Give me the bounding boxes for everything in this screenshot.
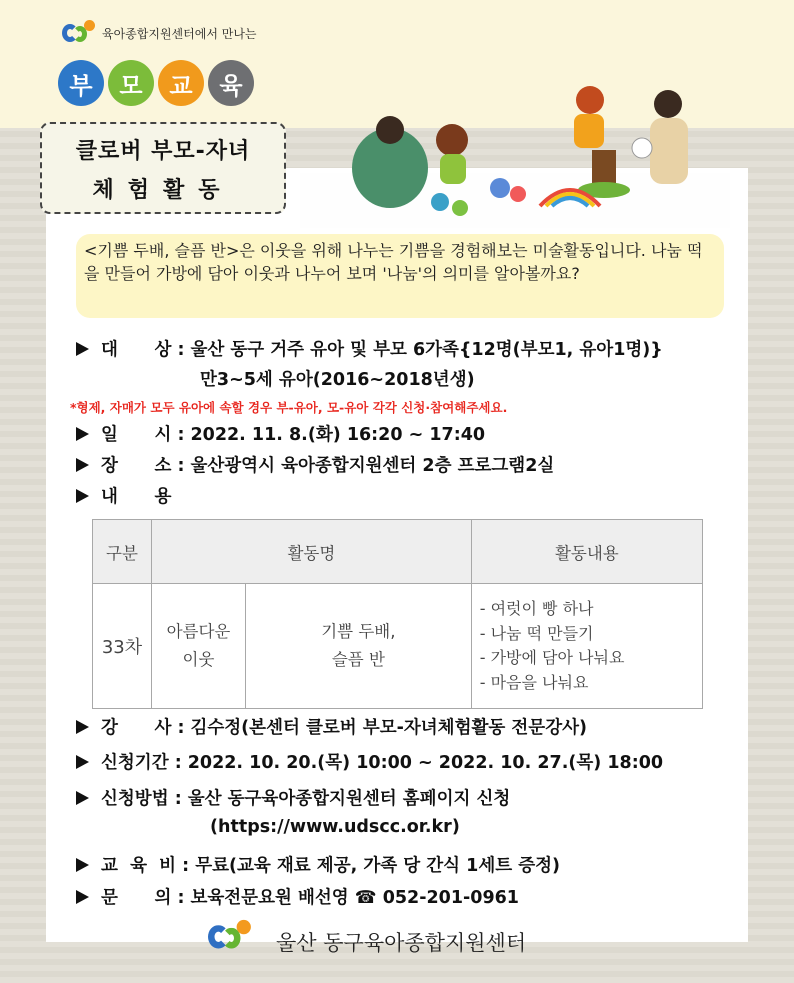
bullet-triangle-icon — [76, 342, 89, 356]
center-logo-icon — [62, 20, 98, 46]
content-list-cell — [471, 584, 702, 709]
badge-bu: 부 — [58, 60, 104, 106]
contact-label: 문 의 : — [101, 888, 185, 908]
intro-text: <기쁨 두배, 슬픔 반>은 이웃을 위해 나누는 기쁨을 경험해보는 미술활동입니다. 나눔 떡을 만들어 가방에 담아 이웃과 나누어 보며 '나눔'의 의미를 알아볼까요? — [76, 234, 724, 318]
header-category: 구분 — [93, 520, 152, 584]
instructor-value: 김수정(본센터 클로버 부모-자녀체험활동 전문강사) — [190, 718, 588, 738]
list-item: - 나눔 떡 만들기 — [479, 623, 594, 643]
title-box — [40, 122, 286, 214]
period-value: 2022. 10. 20.(목) 10:00 ~ 2022. 10. 27.(목) 18:00 — [187, 753, 664, 773]
activity-cell: 기쁨 두배, 슬픔 반 — [246, 584, 472, 709]
bullet-triangle-icon — [76, 427, 89, 441]
badge-yuk: 육 — [208, 60, 254, 106]
fee-value: 무료(교육 재료 제공, 가족 당 간식 1세트 증정) — [195, 856, 561, 876]
bullet-triangle-icon — [76, 858, 89, 872]
bullet-triangle-icon — [76, 890, 89, 904]
list-item: - 여럿이 빵 하나 — [479, 599, 594, 618]
family-painting-illustration — [300, 78, 730, 228]
fee-label: 교 육 비 : — [101, 856, 190, 876]
date-label: 일 시 : — [101, 425, 185, 445]
instructor-label: 강 사 : — [101, 718, 185, 738]
sibling-notice: *형제, 자매가 모두 유아에 속할 경우 부-유아, 모-유아 각각 신청·참여해주세요. — [70, 400, 508, 415]
center-logo-icon — [208, 920, 286, 964]
contact-row — [76, 884, 519, 909]
header-activity-content: 활동내용 — [471, 520, 702, 584]
method-label: 신청방법 : — [101, 789, 182, 809]
title-line2: 체험활동 — [92, 178, 234, 203]
table-row — [93, 584, 703, 709]
date-row — [76, 421, 485, 446]
bullet-triangle-icon — [76, 489, 89, 503]
place-row — [76, 452, 554, 477]
bullet-triangle-icon — [76, 720, 89, 734]
place-label: 장 소 : — [101, 456, 185, 476]
program-table — [92, 519, 703, 709]
place-value: 울산광역시 육아종합지원센터 2층 프로그램2실 — [190, 456, 555, 476]
content-label: 내 용 — [101, 487, 172, 507]
target-value: 울산 동구 거주 유아 및 부모 6가족{12명(부모1, 유아1명)} — [190, 340, 663, 360]
contact-value: 보육전문요원 배선영 ☎ 052-201-0961 — [190, 888, 519, 908]
method-value: 울산 동구육아종합지원센터 홈페이지 신청 — [187, 789, 511, 809]
badge-mo: 모 — [108, 60, 154, 106]
list-item: - 마음을 나눠요 — [479, 672, 589, 692]
table-header-row — [93, 520, 703, 584]
target-age: 만3~5세 유아(2016~2018년생) — [200, 370, 475, 390]
target-label: 대 상 : — [101, 340, 185, 360]
brand-line — [62, 20, 257, 46]
header-activity-name: 활동명 — [152, 520, 472, 584]
list-item: - 가방에 담아 나눠요 — [479, 648, 625, 667]
bullet-triangle-icon — [76, 755, 89, 769]
footer-org-name: 울산 동구육아종합지원센터 — [276, 931, 527, 955]
footer — [208, 925, 526, 959]
date-value: 2022. 11. 8.(화) 16:20 ~ 17:40 — [190, 425, 486, 445]
badge-gyo: 교 — [158, 60, 204, 106]
bullet-triangle-icon — [76, 791, 89, 805]
theme-cell: 아름다운 이웃 — [152, 584, 246, 709]
bullet-triangle-icon — [76, 458, 89, 472]
target-row — [76, 336, 663, 361]
org-line: 육아종합지원센터에서 만나는 — [102, 26, 257, 41]
method-row — [76, 785, 510, 810]
content-row — [76, 483, 171, 508]
period-label: 신청기간 : — [101, 753, 182, 773]
period-row — [76, 749, 663, 774]
fee-row — [76, 852, 560, 877]
homepage-url[interactable]: (https://www.udscc.or.kr) — [210, 817, 460, 837]
instructor-row — [76, 714, 587, 739]
parent-education-badges — [58, 60, 254, 106]
session-cell: 33차 — [93, 584, 152, 709]
title-line1: 클로버 부모-자녀 — [75, 139, 251, 164]
